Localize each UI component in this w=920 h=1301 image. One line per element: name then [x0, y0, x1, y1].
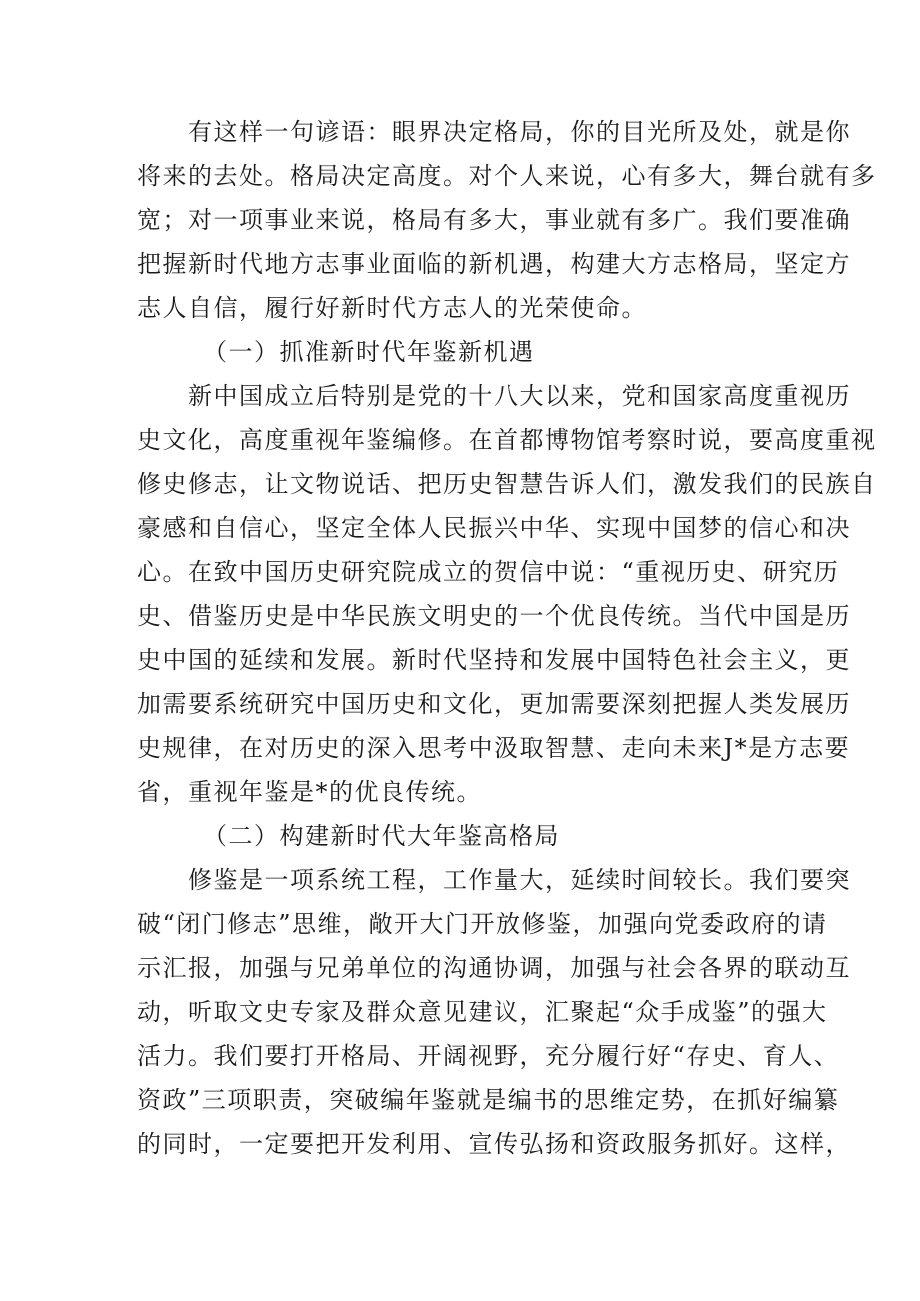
text-line: 新中国成立后特别是党的十八大以来，党和国家高度重视历: [188, 382, 851, 410]
text-line: 史中国的延续和发展。新时代坚持和发展中国特色社会主义，更: [137, 646, 851, 674]
text-line: 史规律，在对历史的深入思考中汲取智慧、走向未来J*是方志要: [137, 734, 851, 762]
text-line: 省，重视年鉴是*的优良传统。: [137, 778, 482, 806]
text-line: 资政”三项职责，突破编年鉴就是编书的思维定势，在抓好编纂: [137, 1086, 840, 1114]
text-line: 活力。我们要打开格局、开阔视野，充分履行好“存史、育人、: [137, 1042, 840, 1070]
text-line: 志人自信，履行好新时代方志人的光荣使命。: [137, 294, 647, 322]
text-line: 动，听取文史专家及群众意见建议，汇聚起“众手成鉴”的强大: [137, 998, 828, 1026]
text-line: 把握新时代地方志事业面临的新机遇，构建大方志格局，坚定方: [137, 250, 851, 278]
section-heading-2: （二）构建新时代大年鉴高格局: [203, 822, 560, 850]
text-line: 将来的去处。格局决定高度。对个人来说，心有多大，舞台就有多: [137, 162, 877, 190]
text-line: 修鉴是一项系统工程，工作量大，延续时间较长。我们要突: [188, 866, 851, 894]
text-line: 豪感和自信心，坚定全体人民振兴中华、实现中国梦的信心和决: [137, 514, 851, 542]
text-line: 破“闭门修志”思维，敞开大门开放修鉴，加强向党委政府的请: [137, 910, 828, 938]
text-line: 修史修志，让文物说话、把历史智慧告诉人们，激发我们的民族自: [137, 470, 877, 498]
text-line: 加需要系统研究中国历史和文化，更加需要深刻把握人类发展历: [137, 690, 851, 718]
section-heading-1: （一）抓准新时代年鉴新机遇: [203, 338, 535, 366]
text-line: 史文化，高度重视年鉴编修。在首都博物馆考察时说，要高度重视: [137, 426, 877, 454]
text-line: 心。在致中国历史研究院成立的贺信中说：“重视历史、研究历: [137, 558, 840, 586]
text-line: 的同时，一定要把开发利用、宣传弘扬和资政服务抓好。这样，: [137, 1130, 851, 1158]
text-line: 史、借鉴历史是中华民族文明史的一个优良传统。当代中国是历: [137, 602, 851, 630]
text-line: 有这样一句谚语：眼界决定格局，你的目光所及处，就是你: [188, 118, 851, 146]
text-line: 宽；对一项事业来说，格局有多大，事业就有多广。我们要准确: [137, 206, 851, 234]
text-line: 示汇报，加强与兄弟单位的沟通协调，加强与社会各界的联动互: [137, 954, 851, 982]
